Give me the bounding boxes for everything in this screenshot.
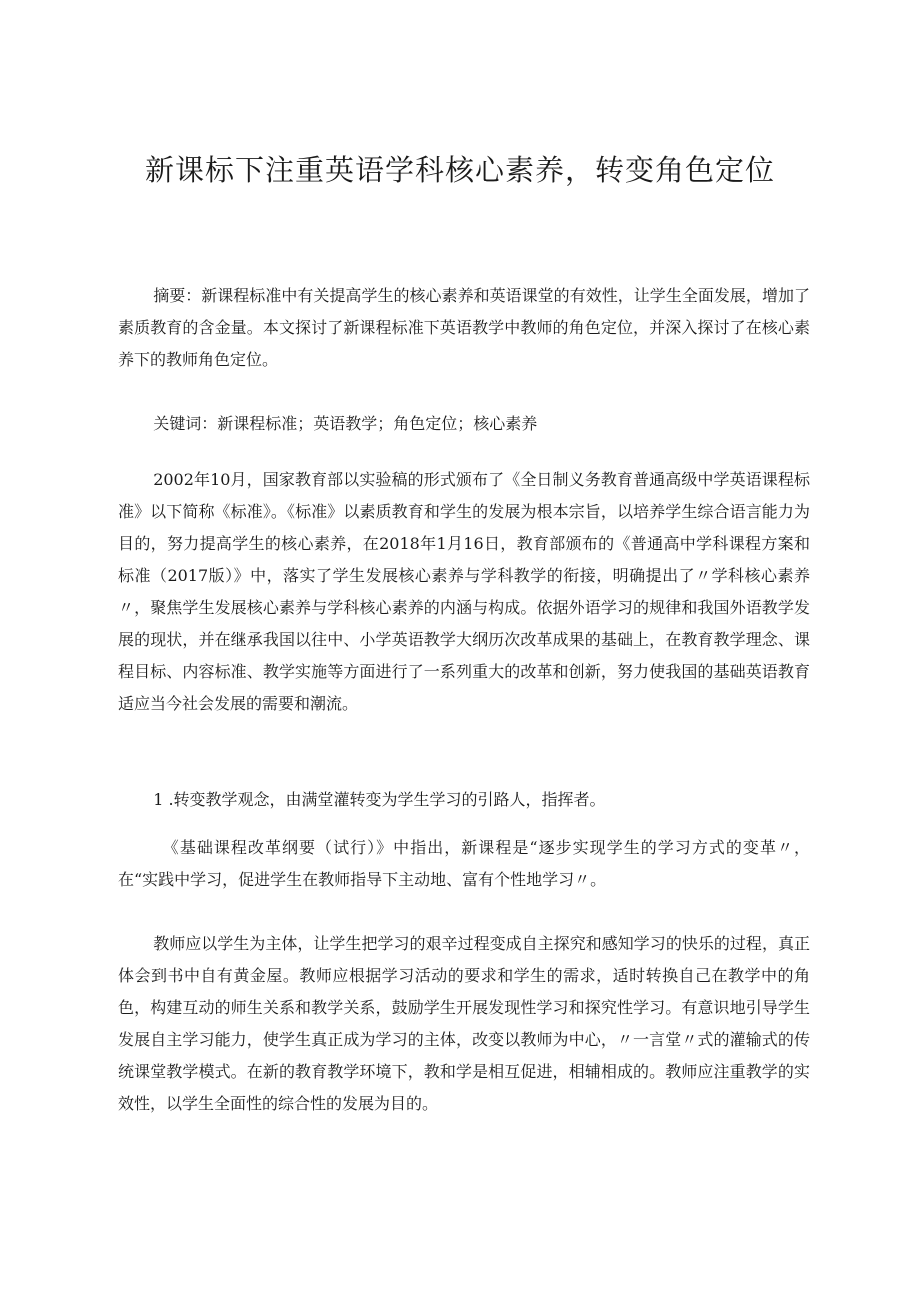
abstract-paragraph: 摘要：新课程标准中有关提高学生的核心素养和英语课堂的有效性，让学生全面发展，增加了素质教育的含金量。本文探讨了新课程标准下英语教学中教师的角色定位，并深入探讨了在核心素养下的教师角色定位。 — [118, 286, 810, 369]
quote-paragraph: 《基础课程改革纲要（试行）》中指出，新课程是“逐步实现学生的学习方式的变革〃，在“实践中学习，促进学生在教师指导下主动地、富有个性地学习〃。 — [118, 838, 810, 889]
section-heading-1: 1 .转变教学观念，由满堂灌转变为学生学习的引路人，指挥者。 — [153, 790, 606, 809]
keywords-line: 关键词：新课程标准；英语教学；角色定位；核心素养 — [153, 414, 538, 433]
document-title: 新课标下注重英语学科核心素养，转变角色定位 — [144, 153, 775, 187]
body-paragraph-1: 2002年10月，国家教育部以实验稿的形式颁布了《全日制义务教育普通高级中学英语课程标准》以下简称《标准》。《标准》以素质教育和学生的发展为根本宗旨，以培养学生综合语言能力为目的，努力提高学生的核心素养，在2018年1月16日，教育部颁布的《普通高中学科课程方案和标准（2017版）》中，落实了学生发展核心素养与学科教学的衔接，明确提出了〃学科核心素养〃，聚焦学生发展核心素养与学科核心素养的内涵与构成。依据外语学习的规律和我国外语教学发展的现状，并在继承我国以往中、小学英语教学大纲历次改革成果的基础上，在教育教学理念、课程目标、内容标准、教学实施等方面进行了一系列重大的改革和创新，努力使我国的基础英语教育适应当今社会发展的需要和潮流。 — [118, 470, 810, 713]
body-paragraph-2: 教师应以学生为主体，让学生把学习的艰辛过程变成自主探究和感知学习的快乐的过程，真正体会到书中自有黄金屋。教师应根据学习活动的要求和学生的需求，适时转换自己在教学中的角色，构建互动的师生关系和教学关系，鼓励学生开展发现性学习和探究性学习。有意识地引导学生发展自主学习能力，使学生真正成为学习的主体，改变以教师为中心，〃一言堂〃式的灌输式的传统课堂教学模式。在新的教育教学环境下，教和学是相互促进，相辅相成的。教师应注重教学的实效性，以学生全面性的综合性的发展为目的。 — [118, 934, 810, 1113]
